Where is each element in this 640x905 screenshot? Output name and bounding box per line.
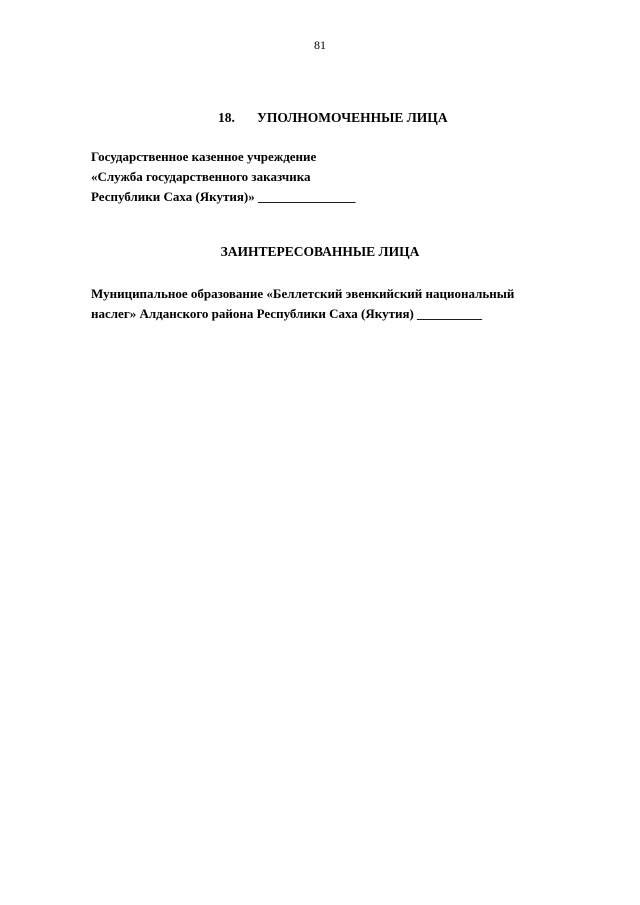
interested-parties-heading: ЗАИНТЕРЕСОВАННЫЕ ЛИЦА — [220, 244, 420, 259]
authorized-party-line: Республики Саха (Якутия)» _______________ — [91, 189, 356, 204]
interested-party-line: Муниципальное образование «Беллетский эвенкийский национальный — [91, 286, 515, 301]
section-heading — [218, 110, 448, 126]
authorized-party-block — [91, 147, 591, 207]
page-number: 81 — [314, 38, 326, 52]
section-number: 18. — [218, 110, 235, 125]
interested-party-line: наслег» Алданского района Республики Саха (Якутия) __________ — [91, 306, 483, 321]
interested-party-block — [91, 284, 591, 324]
authorized-party-line: Государственное казенное учреждение — [91, 149, 317, 164]
authorized-party-line: «Служба государственного заказчика — [91, 169, 311, 184]
section-title: УПОЛНОМОЧЕННЫЕ ЛИЦА — [257, 110, 448, 125]
